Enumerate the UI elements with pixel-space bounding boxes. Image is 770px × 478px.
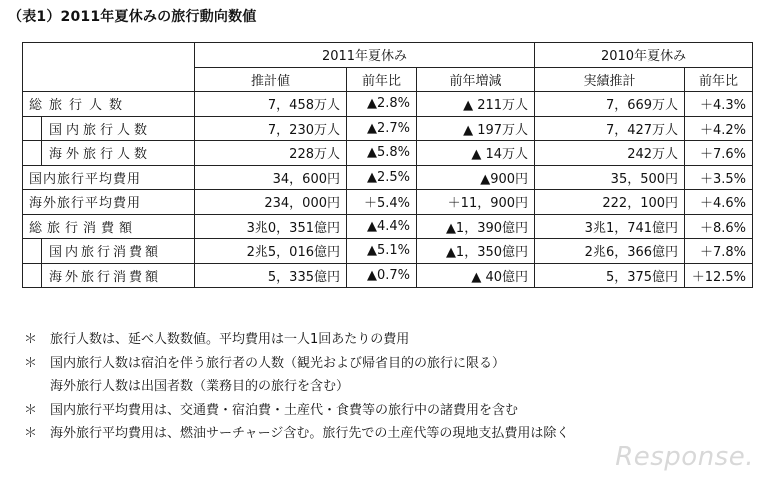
cell-diff: ▲ 197万人 xyxy=(417,116,535,141)
footnote xyxy=(24,422,569,446)
cell-v2010: 222，100円 xyxy=(535,190,685,215)
cell-diff: ▲900円 xyxy=(417,165,535,190)
table-row xyxy=(23,263,753,288)
cell-v2010: 35，500円 xyxy=(535,165,685,190)
cell-v2010: 7，669万人 xyxy=(535,92,685,117)
asterisk-mark: ＊ xyxy=(24,402,38,418)
cell-yoy2010: ＋12.5% xyxy=(685,263,753,288)
cell-yoy2010: ＋7.6% xyxy=(685,141,753,166)
footnote xyxy=(24,375,569,399)
table-title: （表1）2011年夏休みの旅行動向数値 xyxy=(8,9,257,25)
row-label: 国内旅行人数 xyxy=(23,116,195,141)
table-row xyxy=(23,239,753,264)
cell-v2011: 3兆0，351億円 xyxy=(195,214,347,239)
cell-yoy2011: ▲2.5% xyxy=(347,165,417,190)
footnote xyxy=(24,399,569,423)
footnote-text: 海外旅行平均費用は、燃油サーチャージ含む。旅行先での土産代等の現地支払費用は除く xyxy=(50,426,570,441)
row-label: 海外旅行平均費用 xyxy=(23,190,195,215)
row-label: 総旅行人数 xyxy=(23,92,195,117)
table-row xyxy=(23,116,753,141)
col-diff: 前年増減 xyxy=(417,67,535,92)
row-label: 海外旅行人数 xyxy=(23,141,195,166)
cell-v2011: 2兆5，016億円 xyxy=(195,239,347,264)
table-row xyxy=(23,214,753,239)
cell-yoy2010: ＋4.2% xyxy=(685,116,753,141)
asterisk-mark: ＊ xyxy=(24,332,38,347)
cell-v2011: 7，230万人 xyxy=(195,116,347,141)
asterisk-mark: ＊ xyxy=(24,426,38,441)
footnote xyxy=(24,352,569,376)
cell-yoy2011: ▲2.8% xyxy=(347,92,417,117)
cell-diff: ▲ 14万人 xyxy=(417,141,535,166)
cell-yoy2010: ＋7.8% xyxy=(685,239,753,264)
cell-v2010: 7，427万人 xyxy=(535,116,685,141)
footnotes xyxy=(24,328,569,446)
col-estimate: 推計値 xyxy=(195,67,347,92)
cell-yoy2011: ▲2.7% xyxy=(347,116,417,141)
cell-v2011: 234，000円 xyxy=(195,190,347,215)
cell-yoy2011: ＋5.4% xyxy=(347,190,417,215)
cell-v2011: 228万人 xyxy=(195,141,347,166)
row-label: 総旅行消費額 xyxy=(23,214,195,239)
travel-stats-table xyxy=(22,42,753,288)
cell-v2010: 2兆6，366億円 xyxy=(535,239,685,264)
cell-yoy2010: ＋3.5% xyxy=(685,165,753,190)
row-label: 国内旅行消費額 xyxy=(23,239,195,264)
footnote-text: 国内旅行平均費用は、交通費・宿泊費・土産代・食費等の旅行中の諸費用を含む xyxy=(50,402,519,418)
cell-yoy2011: ▲4.4% xyxy=(347,214,417,239)
cell-yoy2010: ＋4.6% xyxy=(685,190,753,215)
cell-diff: ▲1，350億円 xyxy=(417,239,535,264)
table-row xyxy=(23,165,753,190)
cell-v2010: 242万人 xyxy=(535,141,685,166)
header-2011: 2011年夏休み xyxy=(195,43,535,68)
cell-v2010: 3兆1，741億円 xyxy=(535,214,685,239)
cell-v2010: 5，375億円 xyxy=(535,263,685,288)
cell-yoy2010: ＋8.6% xyxy=(685,214,753,239)
cell-v2011: 7，458万人 xyxy=(195,92,347,117)
cell-diff: ▲ 40億円 xyxy=(417,263,535,288)
col-actual-2010: 実績推計 xyxy=(535,67,685,92)
header-blank xyxy=(23,43,195,92)
cell-yoy2011: ▲0.7% xyxy=(347,263,417,288)
table-row xyxy=(23,141,753,166)
footnote-text: 海外旅行人数は出国者数（業務目的の旅行を含む） xyxy=(50,379,350,394)
footnote-text: 旅行人数は、延べ人数数値。平均費用は一人1回あたりの費用 xyxy=(50,332,410,347)
row-label: 国内旅行平均費用 xyxy=(23,165,195,190)
footnote xyxy=(24,328,569,352)
table-row xyxy=(23,190,753,215)
cell-yoy2011: ▲5.8% xyxy=(347,141,417,166)
cell-v2011: 34，600円 xyxy=(195,165,347,190)
header-2010: 2010年夏休み xyxy=(535,43,753,68)
cell-yoy2010: ＋4.3% xyxy=(685,92,753,117)
cell-diff: ▲ 211万人 xyxy=(417,92,535,117)
col-yoy-2010: 前年比 xyxy=(685,67,753,92)
header-row-group xyxy=(23,43,753,68)
cell-diff: ▲1，390億円 xyxy=(417,214,535,239)
cell-diff: ＋11，900円 xyxy=(417,190,535,215)
cell-v2011: 5，335億円 xyxy=(195,263,347,288)
col-yoy-2011: 前年比 xyxy=(347,67,417,92)
asterisk-mark: ＊ xyxy=(24,355,38,371)
cell-yoy2011: ▲5.1% xyxy=(347,239,417,264)
footnote-text: 国内旅行人数は宿泊を伴う旅行者の人数（観光および帰省目的の旅行に限る） xyxy=(50,355,506,371)
row-label: 海外旅行消費額 xyxy=(23,263,195,288)
table-row xyxy=(23,92,753,117)
response-watermark-logo: Response. xyxy=(615,442,754,472)
